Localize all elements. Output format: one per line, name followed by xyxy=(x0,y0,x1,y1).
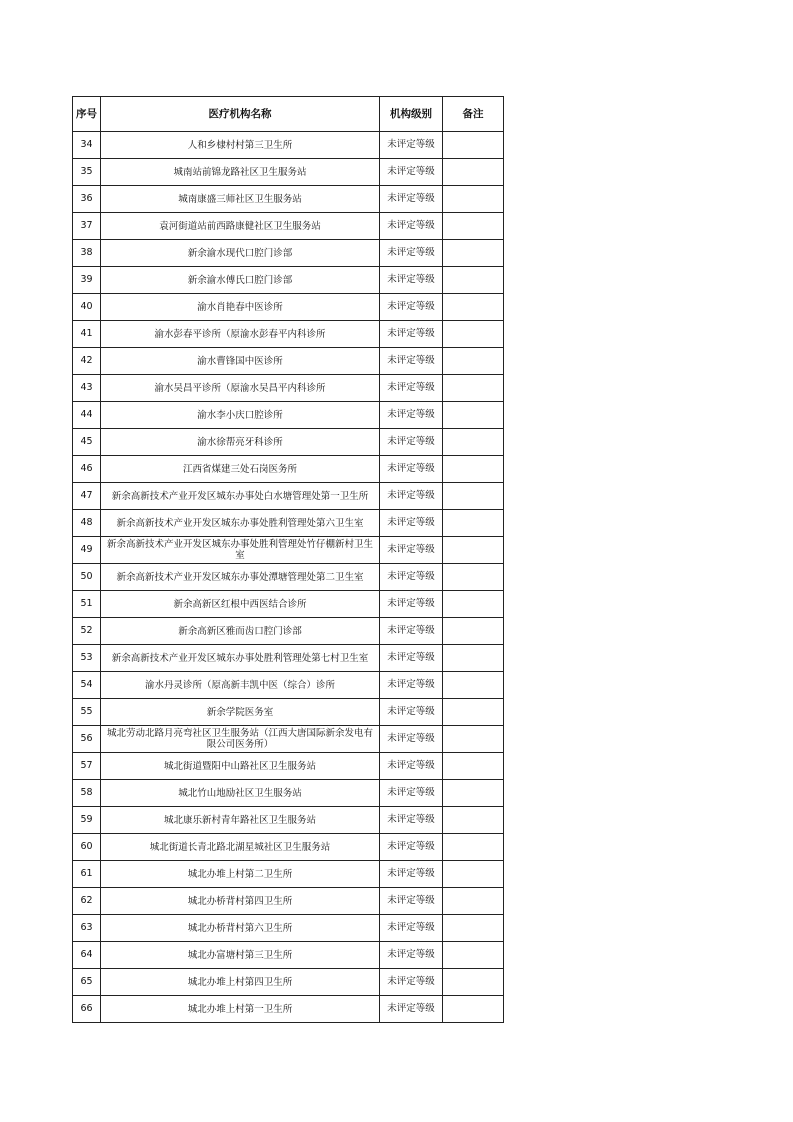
table-row xyxy=(73,645,504,672)
row-number: 47 xyxy=(73,483,101,510)
institution-name: 新余高新区雅而齿口腔门诊部 xyxy=(101,618,380,645)
row-note xyxy=(443,807,504,834)
table-row xyxy=(73,915,504,942)
row-number: 49 xyxy=(73,537,101,564)
row-note xyxy=(443,780,504,807)
row-note xyxy=(443,402,504,429)
row-number: 46 xyxy=(73,456,101,483)
table-header xyxy=(73,97,504,132)
row-note xyxy=(443,861,504,888)
institution-name: 袁河街道站前西路康健社区卫生服务站 xyxy=(101,213,380,240)
institution-level: 未评定等级 xyxy=(380,753,443,780)
row-number: 59 xyxy=(73,807,101,834)
institution-name: 城北街道暨阳中山路社区卫生服务站 xyxy=(101,753,380,780)
institution-name: 渝水曹锋国中医诊所 xyxy=(101,348,380,375)
row-note xyxy=(443,267,504,294)
institution-level: 未评定等级 xyxy=(380,591,443,618)
row-note xyxy=(443,159,504,186)
institution-name: 新余高新区红根中西医结合诊所 xyxy=(101,591,380,618)
row-note xyxy=(443,996,504,1023)
institution-name: 渝水丹灵诊所（原高新丰凯中医（综合）诊所 xyxy=(101,672,380,699)
table-row xyxy=(73,942,504,969)
row-number: 42 xyxy=(73,348,101,375)
table-row xyxy=(73,834,504,861)
row-note xyxy=(443,537,504,564)
row-number: 58 xyxy=(73,780,101,807)
institution-name: 城北办桥背村第四卫生所 xyxy=(101,888,380,915)
institution-level: 未评定等级 xyxy=(380,186,443,213)
institution-name: 城北竹山地励社区卫生服务站 xyxy=(101,780,380,807)
institution-level: 未评定等级 xyxy=(380,537,443,564)
row-number: 37 xyxy=(73,213,101,240)
table-row xyxy=(73,159,504,186)
institution-level: 未评定等级 xyxy=(380,807,443,834)
table-row xyxy=(73,996,504,1023)
institution-level: 未评定等级 xyxy=(380,321,443,348)
row-number: 63 xyxy=(73,915,101,942)
row-number: 39 xyxy=(73,267,101,294)
row-note xyxy=(443,510,504,537)
institution-level: 未评定等级 xyxy=(380,132,443,159)
row-note xyxy=(443,348,504,375)
institution-name: 人和乡棣村村第三卫生所 xyxy=(101,132,380,159)
row-number: 51 xyxy=(73,591,101,618)
row-number: 48 xyxy=(73,510,101,537)
institution-level: 未评定等级 xyxy=(380,861,443,888)
institution-level: 未评定等级 xyxy=(380,942,443,969)
table-row xyxy=(73,969,504,996)
institution-name: 江西省煤建三处石岗医务所 xyxy=(101,456,380,483)
row-number: 44 xyxy=(73,402,101,429)
row-note xyxy=(443,888,504,915)
row-number: 53 xyxy=(73,645,101,672)
row-number: 57 xyxy=(73,753,101,780)
institution-name: 城北办富塘村第三卫生所 xyxy=(101,942,380,969)
row-number: 56 xyxy=(73,726,101,753)
table-row xyxy=(73,861,504,888)
row-number: 40 xyxy=(73,294,101,321)
table-row xyxy=(73,456,504,483)
table-row xyxy=(73,402,504,429)
institution-level: 未评定等级 xyxy=(380,510,443,537)
institution-level: 未评定等级 xyxy=(380,375,443,402)
institution-name: 城南康盛三师社区卫生服务站 xyxy=(101,186,380,213)
row-number: 45 xyxy=(73,429,101,456)
institution-name: 新余高新技术产业开发区城东办事处白水塘管理处第一卫生所 xyxy=(101,483,380,510)
row-number: 52 xyxy=(73,618,101,645)
row-note xyxy=(443,213,504,240)
table-row xyxy=(73,699,504,726)
table-row xyxy=(73,483,504,510)
row-number: 36 xyxy=(73,186,101,213)
institution-level: 未评定等级 xyxy=(380,267,443,294)
institution-name: 城北办堆上村第二卫生所 xyxy=(101,861,380,888)
table-row xyxy=(73,294,504,321)
institution-name: 城北康乐新村青年路社区卫生服务站 xyxy=(101,807,380,834)
institution-level: 未评定等级 xyxy=(380,645,443,672)
table-row xyxy=(73,375,504,402)
row-note xyxy=(443,591,504,618)
institution-name: 新余高新技术产业开发区城东办事处潭塘管理处第二卫生室 xyxy=(101,564,380,591)
row-note xyxy=(443,294,504,321)
institution-level: 未评定等级 xyxy=(380,429,443,456)
row-number: 43 xyxy=(73,375,101,402)
institution-name: 新余高新技术产业开发区城东办事处胜利管理处竹仔棚新村卫生室 xyxy=(101,537,380,564)
institution-level: 未评定等级 xyxy=(380,402,443,429)
table-row xyxy=(73,213,504,240)
institution-name: 渝水彭春平诊所（原渝水彭春平内科诊所 xyxy=(101,321,380,348)
table-row xyxy=(73,591,504,618)
institution-name: 新余渝水现代口腔门诊部 xyxy=(101,240,380,267)
row-number: 60 xyxy=(73,834,101,861)
row-note xyxy=(443,834,504,861)
institution-level: 未评定等级 xyxy=(380,618,443,645)
row-number: 50 xyxy=(73,564,101,591)
row-note xyxy=(443,564,504,591)
row-note xyxy=(443,672,504,699)
institution-name: 渝水徐帮亮牙科诊所 xyxy=(101,429,380,456)
institution-level: 未评定等级 xyxy=(380,726,443,753)
institution-name: 城南站前锦龙路社区卫生服务站 xyxy=(101,159,380,186)
header-row xyxy=(73,97,504,132)
row-note xyxy=(443,915,504,942)
row-number: 61 xyxy=(73,861,101,888)
table-row xyxy=(73,888,504,915)
header-level: 机构级别 xyxy=(380,97,443,132)
institution-name: 新余渝水傅氏口腔门诊部 xyxy=(101,267,380,294)
row-number: 41 xyxy=(73,321,101,348)
row-note xyxy=(443,969,504,996)
row-number: 34 xyxy=(73,132,101,159)
institution-name: 新余高新技术产业开发区城东办事处胜利管理处第七村卫生室 xyxy=(101,645,380,672)
row-number: 65 xyxy=(73,969,101,996)
row-note xyxy=(443,753,504,780)
row-number: 54 xyxy=(73,672,101,699)
row-note xyxy=(443,618,504,645)
row-number: 62 xyxy=(73,888,101,915)
institution-level: 未评定等级 xyxy=(380,834,443,861)
institution-level: 未评定等级 xyxy=(380,456,443,483)
row-note xyxy=(443,483,504,510)
row-note xyxy=(443,699,504,726)
institution-level: 未评定等级 xyxy=(380,969,443,996)
institution-level: 未评定等级 xyxy=(380,672,443,699)
institution-name: 新余学院医务室 xyxy=(101,699,380,726)
row-note xyxy=(443,132,504,159)
row-number: 35 xyxy=(73,159,101,186)
row-number: 55 xyxy=(73,699,101,726)
institution-level: 未评定等级 xyxy=(380,240,443,267)
institution-name: 新余高新技术产业开发区城东办事处胜利管理处第六卫生室 xyxy=(101,510,380,537)
table-row xyxy=(73,537,504,564)
institution-name: 渝水肖艳春中医诊所 xyxy=(101,294,380,321)
row-note xyxy=(443,456,504,483)
row-note xyxy=(443,726,504,753)
row-note xyxy=(443,186,504,213)
institution-level: 未评定等级 xyxy=(380,483,443,510)
institution-level: 未评定等级 xyxy=(380,780,443,807)
table-row xyxy=(73,672,504,699)
row-number: 64 xyxy=(73,942,101,969)
table-row xyxy=(73,267,504,294)
institution-level: 未评定等级 xyxy=(380,915,443,942)
table-row xyxy=(73,240,504,267)
institution-level: 未评定等级 xyxy=(380,159,443,186)
institution-name: 城北办桥背村第六卫生所 xyxy=(101,915,380,942)
institution-level: 未评定等级 xyxy=(380,888,443,915)
institution-name: 渝水吴昌平诊所（原渝水吴昌平内科诊所 xyxy=(101,375,380,402)
header-no: 序号 xyxy=(73,97,101,132)
institution-level: 未评定等级 xyxy=(380,996,443,1023)
row-note xyxy=(443,645,504,672)
table-row xyxy=(73,780,504,807)
table-row xyxy=(73,429,504,456)
institution-level: 未评定等级 xyxy=(380,348,443,375)
institution-name: 城北办堆上村第四卫生所 xyxy=(101,969,380,996)
institution-level: 未评定等级 xyxy=(380,294,443,321)
row-number: 38 xyxy=(73,240,101,267)
table-row xyxy=(73,564,504,591)
institution-level: 未评定等级 xyxy=(380,213,443,240)
institution-level: 未评定等级 xyxy=(380,699,443,726)
table-row xyxy=(73,753,504,780)
row-note xyxy=(443,942,504,969)
table-row xyxy=(73,132,504,159)
row-note xyxy=(443,429,504,456)
table-row xyxy=(73,348,504,375)
institution-name: 城北劳动北路月亮弯社区卫生服务站（江西大唐国际新余发电有限公司医务所） xyxy=(101,726,380,753)
table-row xyxy=(73,618,504,645)
institution-name: 城北街道长青北路北湖星城社区卫生服务站 xyxy=(101,834,380,861)
header-name: 医疗机构名称 xyxy=(101,97,380,132)
table-row xyxy=(73,726,504,753)
row-note xyxy=(443,321,504,348)
institution-name: 渝水李小庆口腔诊所 xyxy=(101,402,380,429)
row-number: 66 xyxy=(73,996,101,1023)
table-row xyxy=(73,186,504,213)
row-note xyxy=(443,375,504,402)
table-row xyxy=(73,510,504,537)
institution-level: 未评定等级 xyxy=(380,564,443,591)
row-note xyxy=(443,240,504,267)
medical-institution-table xyxy=(72,96,504,1023)
header-note: 备注 xyxy=(443,97,504,132)
table-row xyxy=(73,321,504,348)
table-row xyxy=(73,807,504,834)
table-body xyxy=(73,132,504,1023)
institution-name: 城北办堆上村第一卫生所 xyxy=(101,996,380,1023)
